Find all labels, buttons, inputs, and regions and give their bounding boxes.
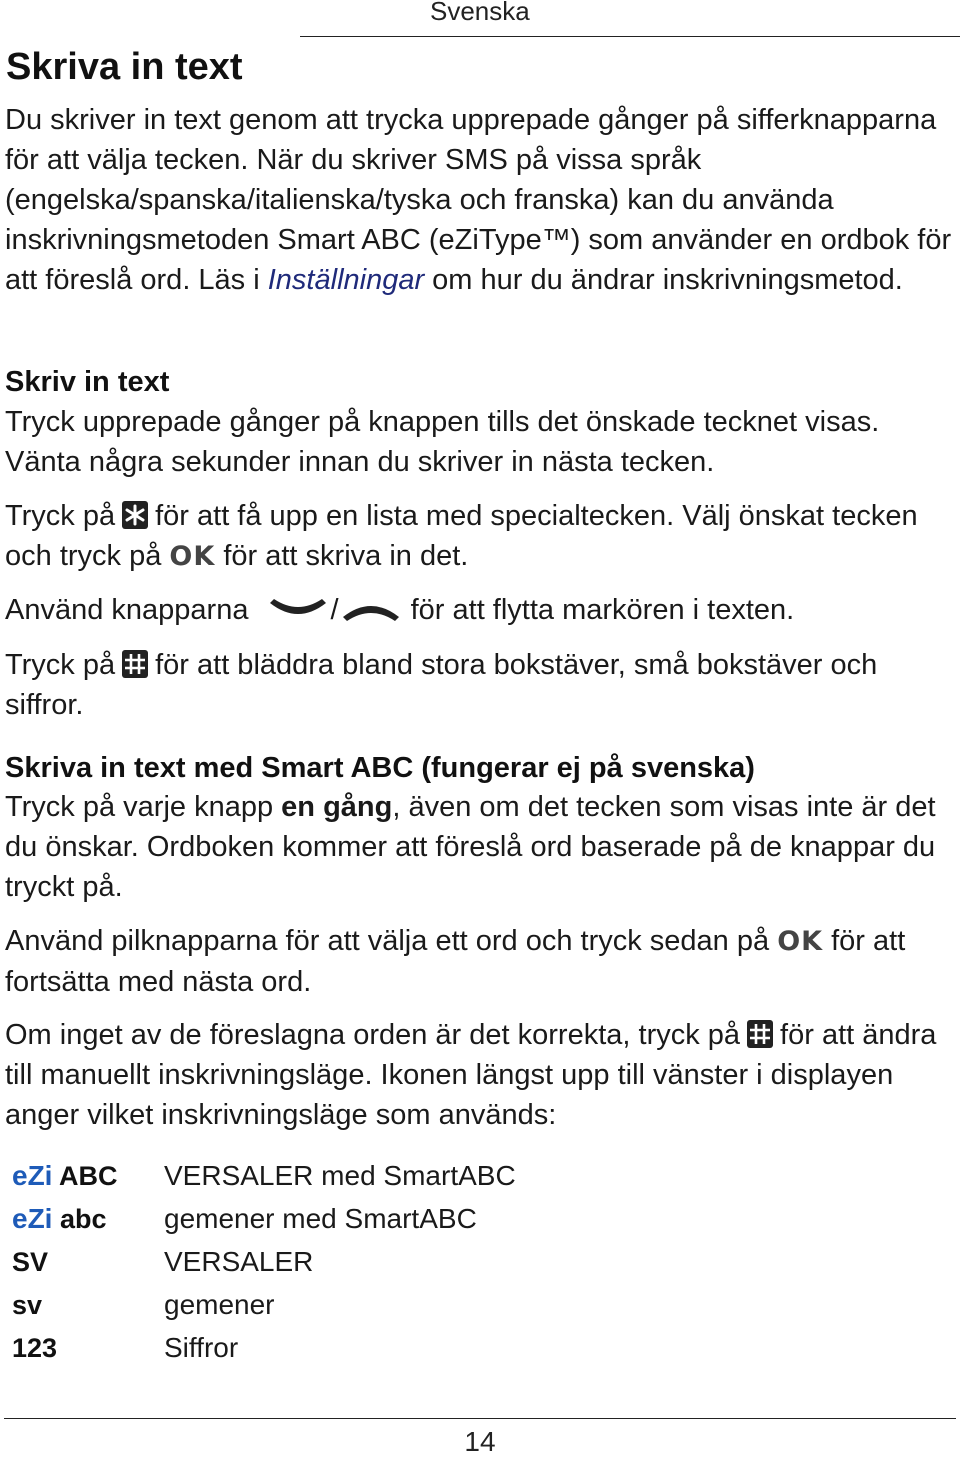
case-toggle-text-a: Tryck på <box>5 649 116 681</box>
manual-mode-text-a: Om inget av de föreslagna orden är det korrekta, tryck på <box>5 1019 741 1051</box>
intro-paragraph <box>5 100 955 300</box>
mode-code-text: ABC <box>58 1161 118 1191</box>
header-language: Svenska <box>430 0 530 26</box>
special-chars-text-b: för att få upp en lista med specialtecken. Välj önskat tecken och tryck på <box>5 500 918 572</box>
arrow-keys-text-b: för att fortsätta med nästa ord. <box>5 925 906 998</box>
smart-abc-text-a: Tryck på varje knapp <box>5 791 274 823</box>
mode-code <box>12 1199 107 1239</box>
mode-code: sv <box>12 1290 43 1320</box>
section-heading-write-text: Skriv in text <box>5 366 170 398</box>
page-number: 14 <box>464 1426 496 1457</box>
ezi-prefix: eZi <box>12 1203 53 1234</box>
hash-key-icon-2 <box>746 1019 774 1049</box>
arrow-keys-paragraph <box>5 921 955 1002</box>
mode-description: Siffror <box>164 1332 239 1363</box>
cursor-keys-text-a: Använd knapparna <box>5 594 249 626</box>
star-key-icon <box>121 500 149 530</box>
special-chars-paragraph <box>5 496 955 577</box>
mode-code-text: abc <box>59 1204 107 1234</box>
header-rule <box>300 36 960 37</box>
special-chars-text-a: Tryck på <box>5 500 116 532</box>
mode-code <box>12 1156 117 1196</box>
mode-description: VERSALER med SmartABC <box>164 1160 516 1191</box>
settings-link[interactable]: Inställningar <box>267 264 425 296</box>
ezi-prefix: eZi <box>12 1160 53 1191</box>
manual-mode-text-b: för att ändra till manuellt inskrivningsläge. Ikonen längst upp till vänster i displayen anger vilket inskrivningsläge som används: <box>5 1019 937 1131</box>
mode-description: gemener <box>164 1289 275 1320</box>
smart-abc-text-b: , även om det tecken som visas inte är det du önskar. Ordboken kommer att föreslå ord baserade på de knappar du tryckt på. <box>5 791 936 903</box>
mode-description: VERSALER <box>164 1246 314 1277</box>
ok-key-label: OK <box>169 541 216 572</box>
mode-code: 123 <box>12 1333 58 1363</box>
mode-description: gemener med SmartABC <box>164 1203 477 1234</box>
up-key-icon <box>339 595 403 625</box>
smart-abc-bold: en gång <box>281 791 393 823</box>
manual-mode-paragraph <box>5 1015 955 1135</box>
intro-text: Du skriver in text genom att trycka upprepade gånger på sifferknapparna för att välja tecken. När du skriver SMS på vissa språk (engelska/spanska/italienska/tyska och franska) kan du använda inskrivningsmetoden Smart ABC (eZiType™) som använder en ordbok för att föreslå ord. Läs i <box>5 104 952 296</box>
case-toggle-text-b: för att bläddra bland stora bokstäver, små bokstäver och siffror. <box>5 649 878 721</box>
smart-abc-paragraph <box>5 787 955 907</box>
section-heading-smart-abc: Skriva in text med Smart ABC (fungerar ej på svenska) <box>5 752 755 784</box>
down-key-icon <box>266 595 330 625</box>
cursor-keys-separator: / <box>330 594 339 626</box>
special-chars-text-c: för att skriva in det. <box>223 540 469 572</box>
arrow-keys-text-a: Använd pilknapparna för att välja ett ord och tryck sedan på <box>5 925 770 957</box>
page-title: Skriva in text <box>6 46 243 88</box>
cursor-keys-text-b: för att flytta markören i texten. <box>410 594 795 626</box>
mode-code: SV <box>12 1247 49 1277</box>
hash-key-icon <box>121 649 149 679</box>
cursor-keys-paragraph <box>5 590 955 630</box>
footer-rule <box>4 1418 956 1419</box>
ok-key-label-2: OK <box>777 926 824 957</box>
repeat-press-paragraph: Tryck upprepade gånger på knappen tills det önskade tecknet visas. Vänta några sekunder innan du skriver in nästa tecken. <box>5 406 880 478</box>
case-toggle-paragraph <box>5 645 955 725</box>
intro-tail: om hur du ändrar inskrivningsmetod. <box>424 264 903 296</box>
